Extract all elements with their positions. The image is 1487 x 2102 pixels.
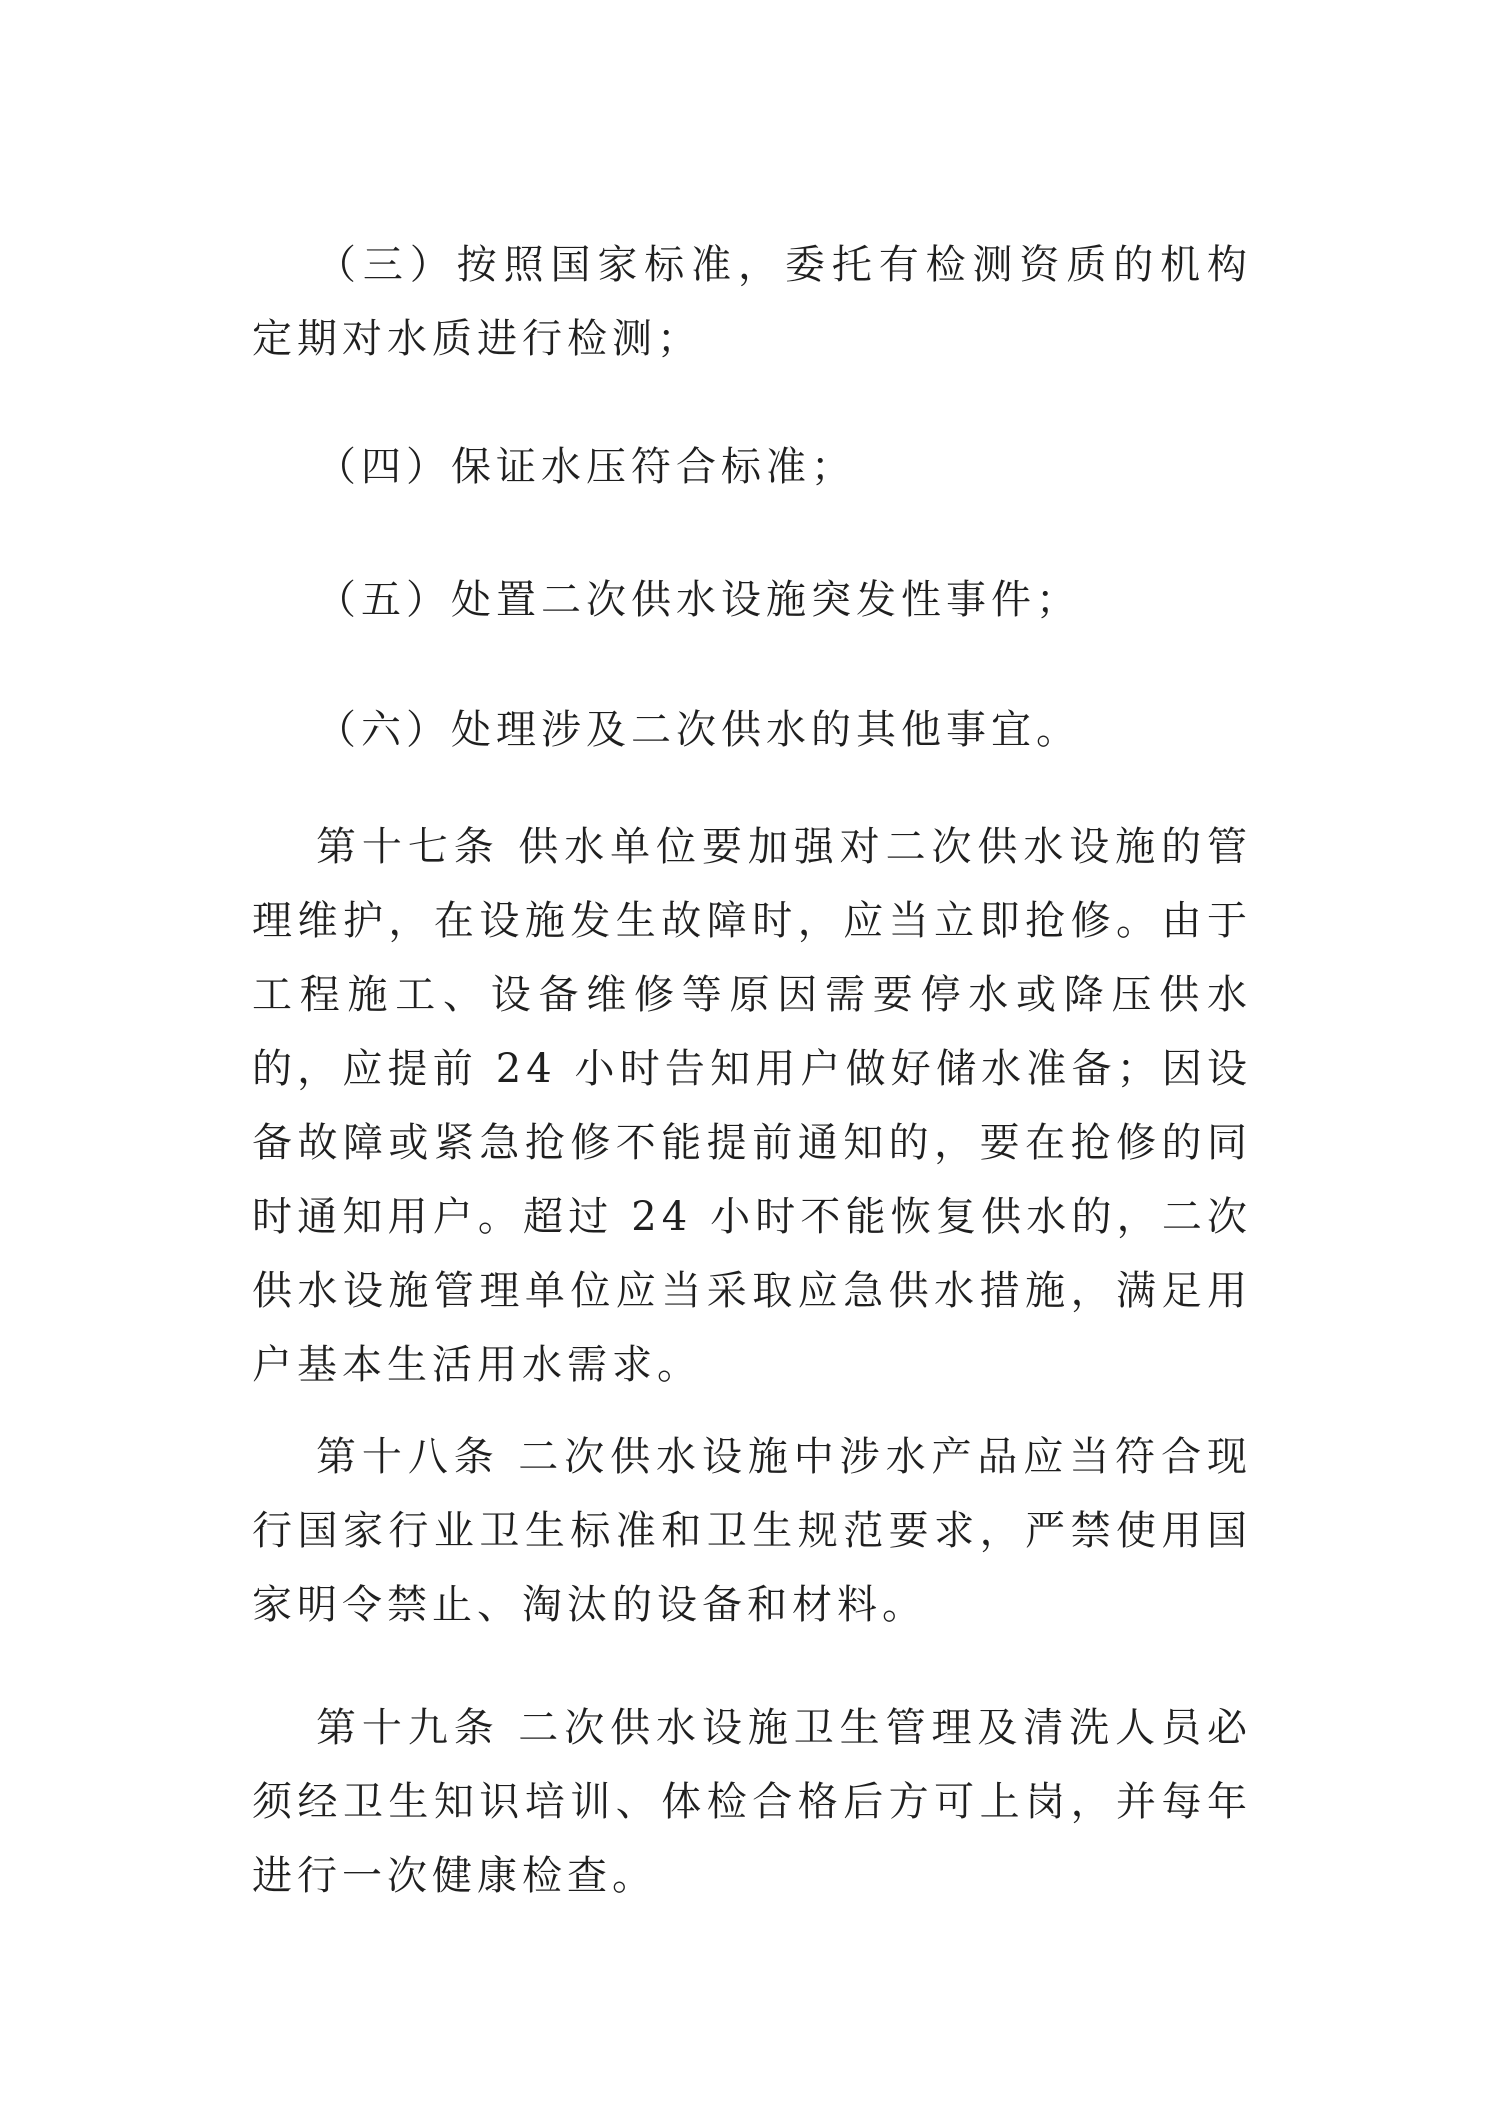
article-17: 第十七条 供水单位要加强对二次供水设施的管理维护，在设施发生故障时，应当立即抢修。由于工程施工、设备维修等原因需要停水或降压供水的，应提前 24 小时告知用户做好储水准备；因设备故障或紧急抢修不能提前通知的，要在抢修的同时通知用户。超过 24 小时不能恢复供水的，二次供水设施管理单位应当采取应急供水措施，满足用户基本生活用水需求。 bbox=[252, 824, 1252, 1388]
article-18: 第十八条 二次供水设施中涉水产品应当符合现行国家行业卫生标准和卫生规范要求，严禁使用国家明令禁止、淘汰的设备和材料。 bbox=[252, 1434, 1252, 1628]
paragraph-item-5: （五）处置二次供水设施突发性事件； bbox=[316, 577, 1081, 623]
paragraph-item-4: （四）保证水压符合标准； bbox=[316, 444, 856, 490]
paragraph-item-3: （三）按照国家标准，委托有检测资质的机构定期对水质进行检测； bbox=[252, 242, 1252, 362]
paragraph-item-6: （六）处理涉及二次供水的其他事宜。 bbox=[316, 707, 1081, 753]
article-19: 第十九条 二次供水设施卫生管理及清洗人员必须经卫生知识培训、体检合格后方可上岗，并每年进行一次健康检查。 bbox=[252, 1705, 1252, 1899]
